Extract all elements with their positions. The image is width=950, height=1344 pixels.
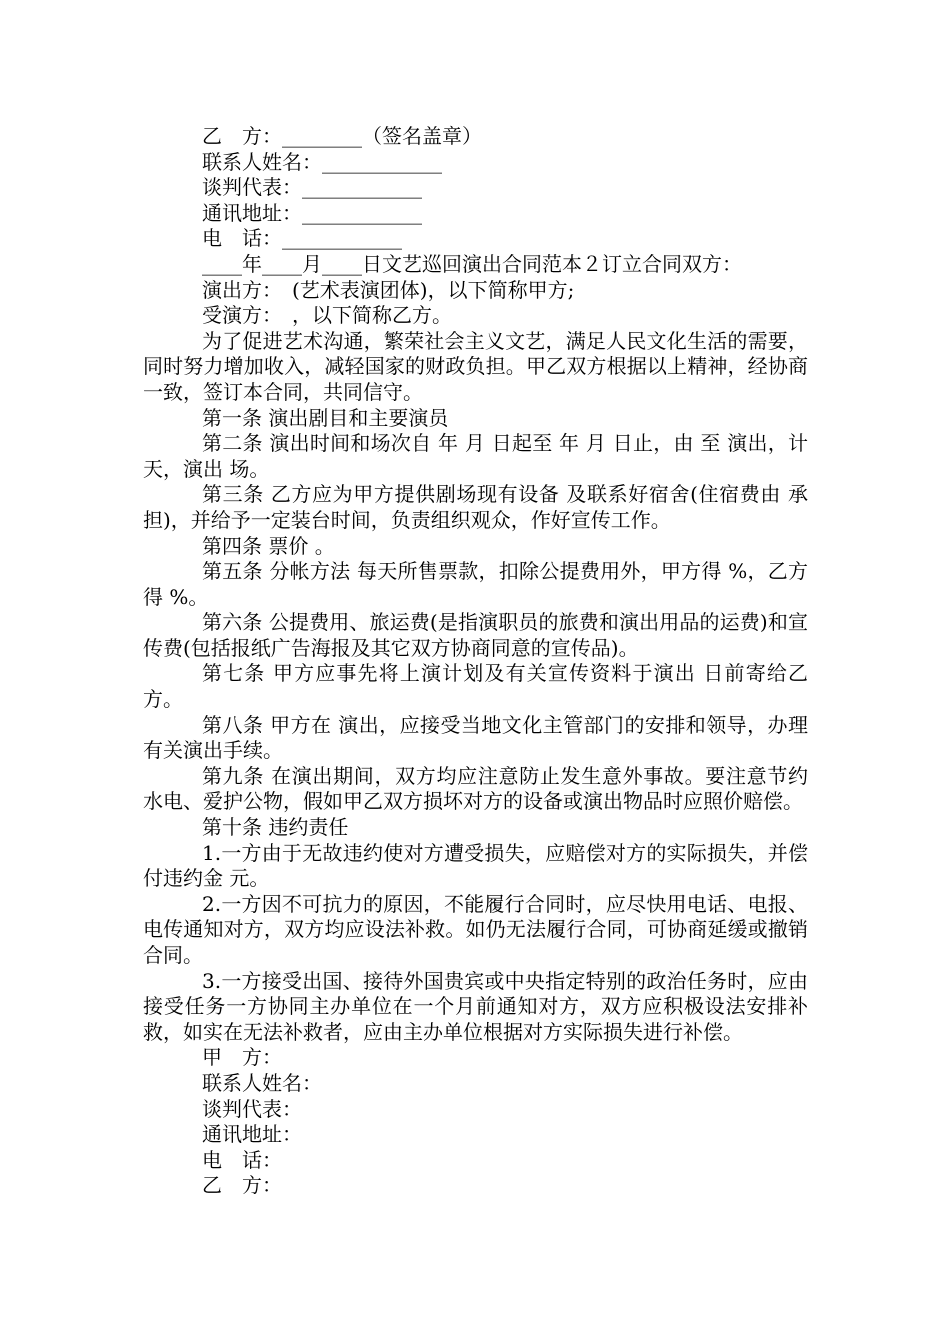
footer-field-party-a: 甲 方： [202,1045,282,1070]
paragraph-liability-3: 3.一方接受出国、接待外国贵宾或中央指定特别的政治任务时，应由接受任务一方协同主办单位在一个月前通知对方，双方应积极设法安排补救，如实在无法补救者，应由主办单位根据对方实际损失进行补偿。 [143,968,808,1044]
paragraph-liability-1: 1.一方由于无故违约使对方遭受损失，应赔偿对方的实际损失，并偿付违约金 元。 [143,840,808,891]
contract-text [143,124,808,1199]
paragraph-liability-2: 2.一方因不可抗力的原因，不能履行合同时，应尽快用电话、电报、电传通知对方，双方均应设法补救。如仍无法履行合同，可协商延缓或撤销合同。 [143,891,808,967]
paragraph-article-8: 第八条 甲方在 演出，应接受当地文化主管部门的安排和领导，办理有关演出手续。 [143,712,808,763]
footer-field-party-b: 乙 方： [202,1173,282,1198]
paragraph-article-10: 第十条 违约责任 [202,815,349,840]
paragraph-article-5: 第五条 分帐方法 每天所售票款，扣除公提费用外，甲方得 %，乙方得 %。 [143,559,808,609]
paragraph-article-6: 第六条 公提费用、旅运费(是指演职员的旅费和演出用品的运费)和宣传费(包括报纸广告海报及其它双方协商同意的宣传品)。 [143,610,808,660]
paragraph-article-2: 第二条 演出时间和场次自 年 月 日起至 年 月 日止，由 至 演出，计 天，演出 场。 [143,431,808,481]
paragraph-article-4: 第四条 票价 。 [202,533,335,558]
paragraph-preamble: 为了促进艺术沟通，繁荣社会主义文艺，满足人民文化生活的需要，同时努力增加收入，减轻国家的财政负担。甲乙双方根据以上精神，经协商一致，签订本合同，共同信守。 [143,328,808,404]
paragraph-article-7: 第七条 甲方应事先将上演计划及有关宣传资料于演出 日前寄给乙方。 [143,661,808,712]
footer-field-address: 通讯地址： [202,1122,302,1147]
footer-field-contact-name: 联系人姓名： [202,1070,322,1095]
footer-field-phone: 电 话： [202,1147,282,1172]
header-field-negotiator: 谈判代表：____________ [202,175,422,200]
paragraph-article-3: 第三条 乙方应为甲方提供剧场现有设备 及联系好宿舍(住宿费由 承担)，并给予一定装台时间，负责组织观众，作好宣传工作。 [143,482,808,532]
paragraph-article-1: 第一条 演出剧目和主要演员 [202,405,449,430]
paragraph-article-9: 第九条 在演出期间，双方均应注意防止发生意外事故。要注意节约水电、爱护公物，假如甲乙双方损坏对方的设备或演出物品时应照价赔偿。 [143,763,808,814]
footer-field-negotiator: 谈判代表： [202,1096,302,1121]
header-field-party-b: 乙 方：________（签名盖章） [202,124,482,148]
header-field-address: 通讯地址：____________ [202,200,422,225]
header-field-performer: 演出方： (艺术表演团体)，以下简称甲方; [202,277,575,302]
header-field-contact-name: 联系人姓名：____________ [202,149,442,174]
header-field-date-title: ____年____月____日文艺巡回演出合同范本２订立合同双方： [202,251,742,276]
header-field-phone: 电 话：____________ [202,226,402,251]
header-field-receiver: 受演方： ，以下简称乙方。 [202,303,452,328]
